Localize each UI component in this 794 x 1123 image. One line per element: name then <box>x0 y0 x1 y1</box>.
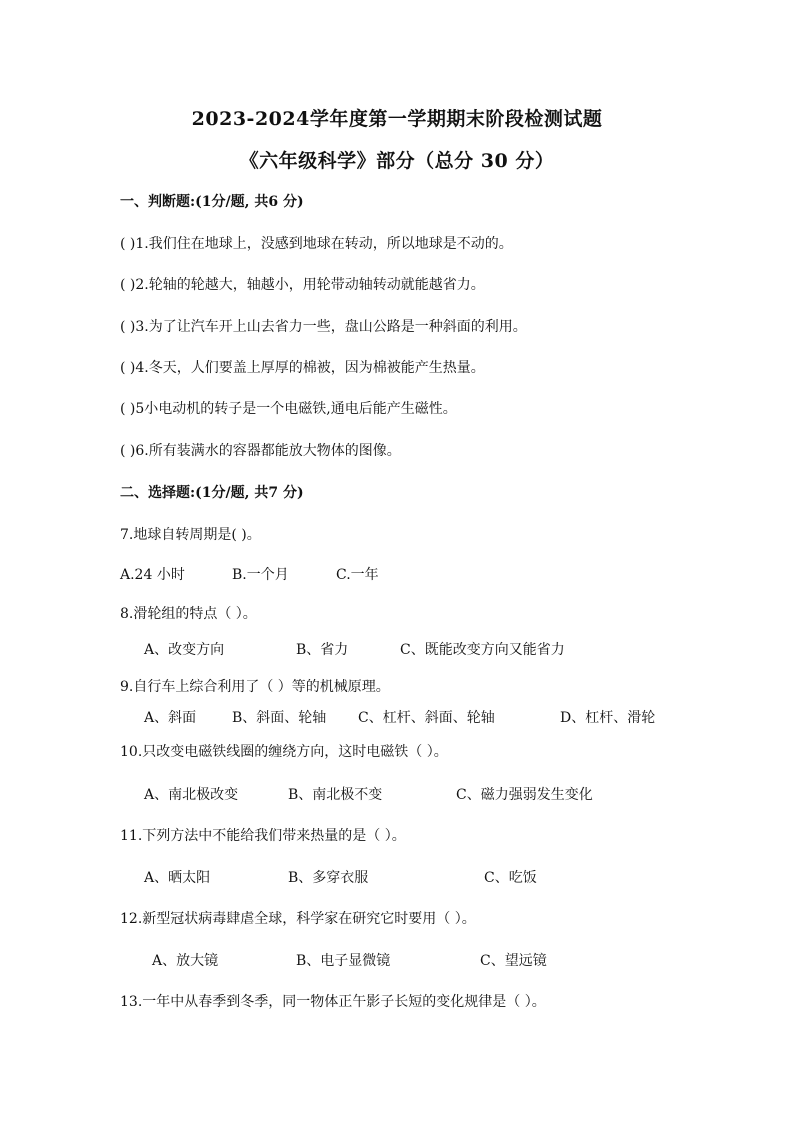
judgement-item: ( )1.我们住在地球上，没感到地球在转动，所以地球是不动的。 <box>120 236 513 252</box>
option-c: C、既能改变方向又能省力 <box>400 642 565 658</box>
judgement-item: ( )5小电动机的转子是一个电磁铁,通电后能产生磁性。 <box>120 401 457 417</box>
option-b: B、电子显微镜 <box>296 953 391 969</box>
option-c: C、磁力强弱发生变化 <box>456 787 593 803</box>
option-c: C.一年 <box>336 567 379 583</box>
question-11: 11.下列方法中不能给我们带来热量的是（ ）。 <box>120 828 406 844</box>
question-8: 8.滑轮组的特点（ ）。 <box>120 606 257 622</box>
option-a: A、斜面 <box>144 710 197 726</box>
option-a: A、晒太阳 <box>144 870 211 886</box>
question-13: 13.一年中从春季到冬季，同一物体正午影子长短的变化规律是（ ）。 <box>120 994 546 1010</box>
option-b: B、斜面、轮轴 <box>232 710 327 726</box>
option-b: B、多穿衣服 <box>288 870 369 886</box>
judgement-item: ( )6.所有装满水的容器都能放大物体的图像。 <box>120 443 401 459</box>
question-10: 10.只改变电磁铁线圈的缠绕方向，这时电磁铁（ ）。 <box>120 744 448 760</box>
judgement-item: ( )4.冬天，人们要盖上厚厚的棉被，因为棉被能产生热量。 <box>120 360 485 376</box>
option-b: B.一个月 <box>232 567 289 583</box>
option-c: C、望远镜 <box>480 953 547 969</box>
option-d: D、杠杆、滑轮 <box>560 710 656 726</box>
section-heading-choice: 二、选择题:(1分/题, 共7 分) <box>120 485 304 501</box>
option-a: A、南北极改变 <box>144 787 239 803</box>
option-b: B、省力 <box>296 642 349 658</box>
option-c: C、杠杆、斜面、轮轴 <box>358 710 495 726</box>
page-subtitle: 《六年级科学》部分（总分 30 分） <box>239 150 555 172</box>
option-c: C、吃饭 <box>484 870 537 886</box>
question-12: 12.新型冠状病毒肆虐全球，科学家在研究它时要用（ ）。 <box>120 911 476 927</box>
judgement-item: ( )2.轮轴的轮越大，轴越小，用轮带动轴转动就能越省力。 <box>120 277 485 293</box>
option-a: A、放大镜 <box>152 953 219 969</box>
option-b: B、南北极不变 <box>288 787 383 803</box>
section-heading-judgement: 一、判断题:(1分/题, 共6 分) <box>120 194 304 210</box>
option-a: A.24 小时 <box>120 567 185 583</box>
question-9: 9.自行车上综合利用了（ ）等的机械原理。 <box>120 679 390 695</box>
judgement-item: ( )3.为了让汽车开上山去省力一些，盘山公路是一种斜面的利用。 <box>120 319 527 335</box>
option-a: A、改变方向 <box>144 642 225 658</box>
question-7: 7.地球自转周期是( )。 <box>120 527 261 543</box>
page-title: 2023-2024学年度第一学期期末阶段检测试题 <box>191 108 603 130</box>
